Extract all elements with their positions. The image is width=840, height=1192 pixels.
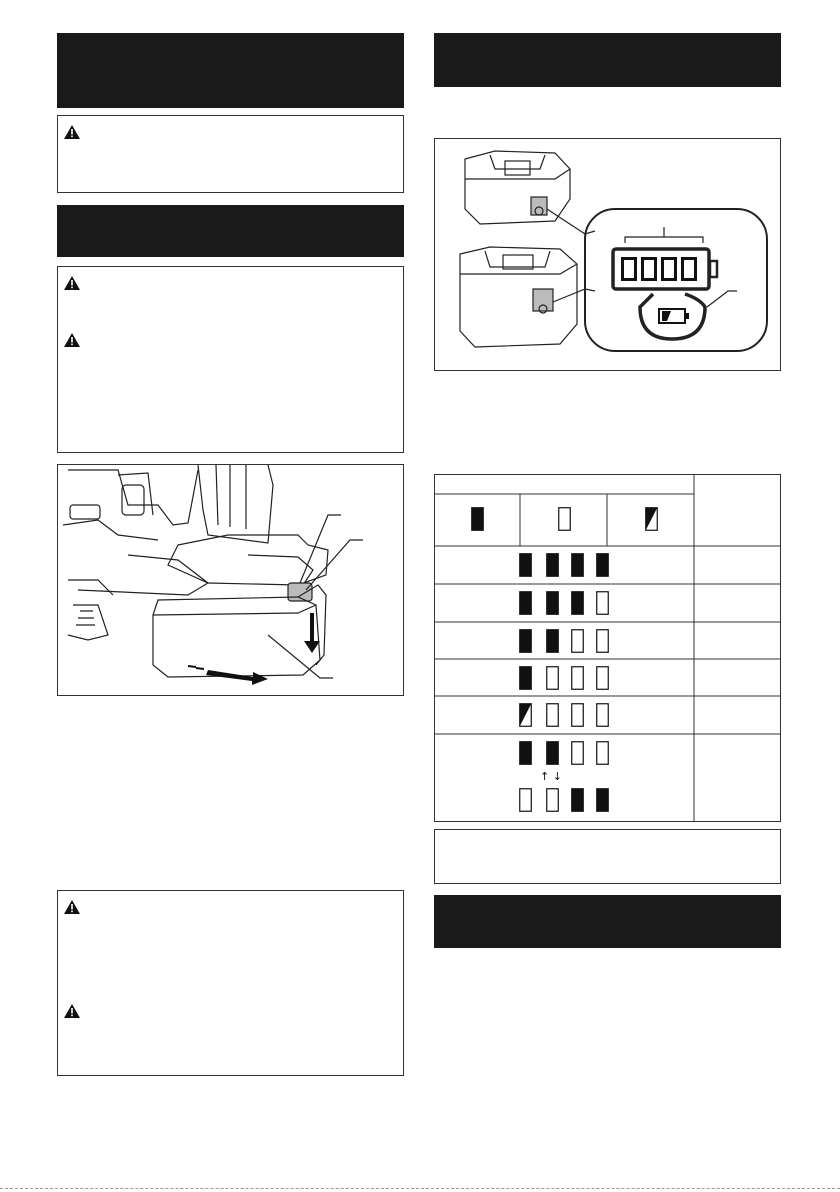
- row-3-lamp-3: [571, 629, 584, 653]
- row-4-lamp-2: [546, 666, 559, 690]
- row-3-lamp-2: [546, 629, 559, 653]
- warning-icon: [64, 333, 80, 347]
- row-6-alt-lamp-2: [546, 788, 559, 812]
- row-2-lamp-4: [596, 591, 609, 615]
- warning-box-2: [57, 266, 404, 453]
- indicator-rows: [434, 474, 781, 822]
- battery-install-illustration: [58, 465, 402, 694]
- battery-indicator-illustration: [435, 139, 779, 369]
- row-1-lamp-1: [519, 553, 532, 577]
- row-1-lamp-2: [546, 553, 559, 577]
- row-4-lamp-3: [571, 666, 584, 690]
- row-4-lamp-4: [596, 666, 609, 690]
- left-section-header-1: [57, 33, 404, 108]
- page-footer-rule: [0, 1188, 840, 1189]
- warning-icon: [64, 276, 80, 290]
- warning-box-3: [57, 890, 404, 1076]
- battery-indicator-figure: [434, 138, 781, 371]
- row-6-alt-lamp-1: [519, 788, 532, 812]
- row-2-lamp-1: [519, 591, 532, 615]
- row-1-lamp-4: [596, 553, 609, 577]
- warning-icon: [64, 1004, 80, 1018]
- right-section-header-1: [434, 33, 781, 87]
- warning-icon: [64, 125, 80, 139]
- battery-icon: [659, 309, 689, 323]
- left-section-header-2: [57, 205, 404, 257]
- row-5-lamp-3: [571, 703, 584, 727]
- row-1-lamp-3: [571, 553, 584, 577]
- row-4-lamp-1: [519, 666, 532, 690]
- row-2-lamp-2: [546, 591, 559, 615]
- right-section-header-2: [434, 895, 781, 948]
- indicator-table: [434, 474, 781, 822]
- row-5-lamp-2: [546, 703, 559, 727]
- row-2-lamp-3: [571, 591, 584, 615]
- row-3-lamp-4: [596, 629, 609, 653]
- battery-install-figure: [57, 464, 404, 696]
- row-6-lamp-1: [519, 741, 532, 765]
- warning-icon: [64, 900, 80, 914]
- note-box: [434, 829, 781, 884]
- row-6-lamp-4: [596, 741, 609, 765]
- row-6-lamp-3: [571, 741, 584, 765]
- row-6-alt-lamp-4: [596, 788, 609, 812]
- alternating-arrows: ↑ ↓: [540, 770, 562, 783]
- row-5-lamp-4: [596, 703, 609, 727]
- row-6-alt-lamp-3: [571, 788, 584, 812]
- warning-box-1: [57, 115, 404, 193]
- row-6-lamp-2: [546, 741, 559, 765]
- row-5-lamp-1: [519, 703, 532, 727]
- row-3-lamp-1: [519, 629, 532, 653]
